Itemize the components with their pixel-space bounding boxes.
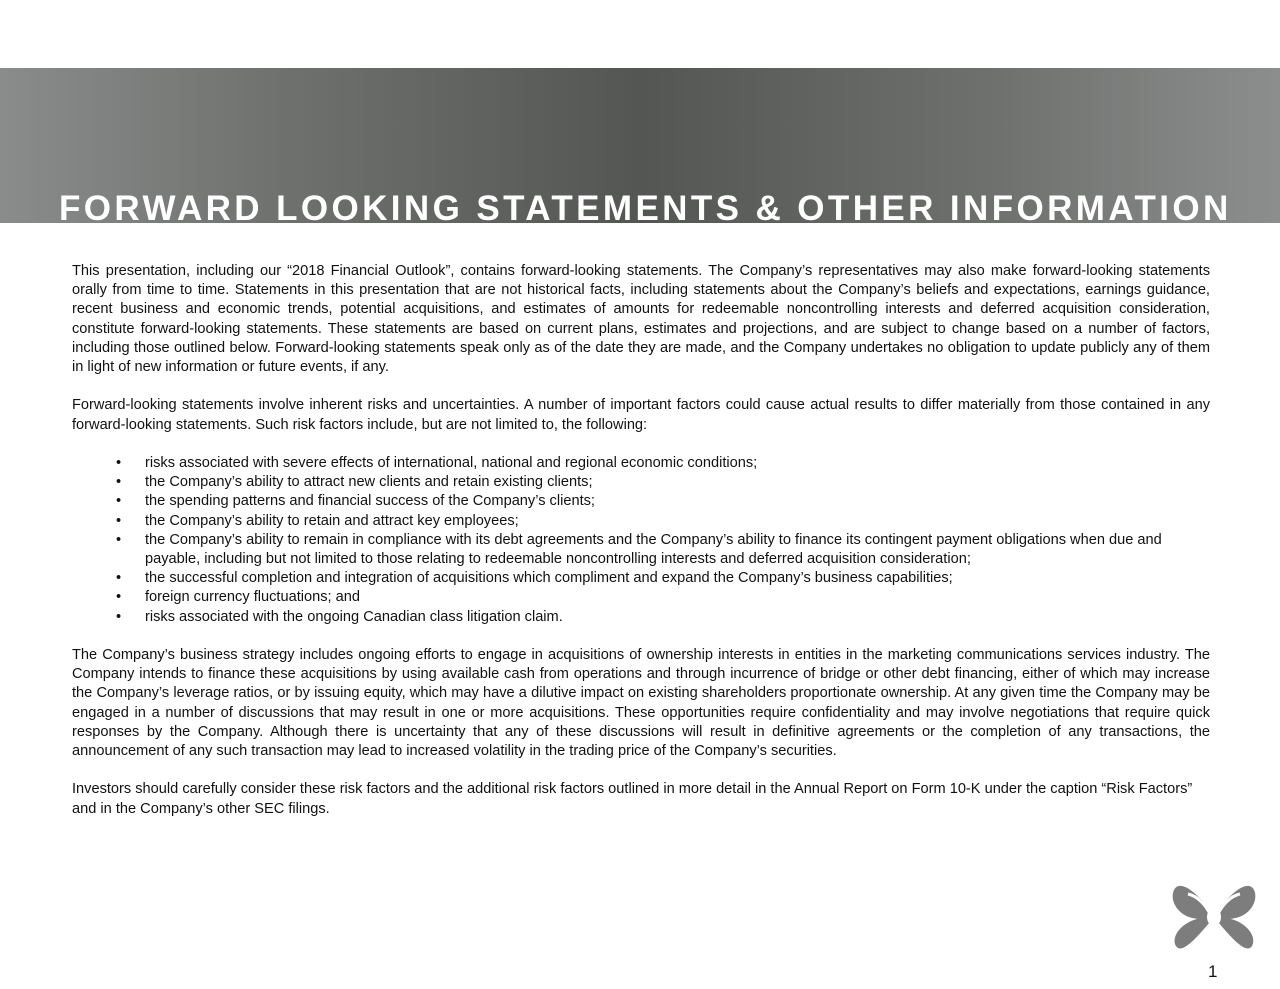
risk-factor-text: the Company’s ability to remain in compliance with its debt agreements and the Company’s ability to finance its contingent payment obligations when due and payable, including but not limited to those relating to redeemable noncontrolling interests and deferred acquisition consideration;: [145, 531, 1162, 568]
page-title: FORWARD LOOKING STATEMENTS & OTHER INFORMATION: [59, 189, 1232, 228]
document-body: [72, 262, 1210, 838]
risk-factor-text: risks associated with severe effects of international, national and regional economic conditions;: [145, 455, 758, 471]
risk-factor-text: risks associated with the ongoing Canadian class litigation claim.: [145, 608, 563, 625]
risk-factor-text: the Company’s ability to retain and attract key employees;: [145, 512, 519, 529]
risk-factor-list: [72, 454, 1210, 627]
business-strategy-paragraph: The Company’s business strategy includes ongoing efforts to engage in acquisitions of ownership interests in entities in the marketing communications services industry. The Company intends to finance these acquisitions by using available cash from operations and through incurrence of bridge or other debt financing, either of which may increase the Company’s leverage ratios, or by issuing equity, which may have a dilutive impact on existing shareholders proportionate ownership. At any given time the Company may be engaged in a number of discussions that may result in one or more acquisitions. These opportunities require confidentiality and may involve negotiations that require quick responses by the Company. Although there is uncertainty that any of these discussions will result in definitive agreements or the completion of any transactions, the announcement of any such transaction may lead to increased volatility in the trading price of the Company’s securities.: [72, 647, 1210, 760]
risk-factor-text: foreign currency fluctuations; and: [145, 589, 360, 606]
bullet-icon: •: [116, 474, 122, 491]
risk-factor-text: the successful completion and integration of acquisitions which compliment and expand the Company’s business capabilities;: [145, 570, 953, 587]
bullet-icon: •: [116, 531, 122, 548]
bullet-icon: •: [116, 455, 122, 471]
infinity-logo-icon: [1170, 876, 1258, 958]
risk-factor-item: [72, 608, 1210, 627]
bullet-icon: •: [116, 570, 122, 587]
bullet-icon: •: [116, 493, 122, 510]
risk-factor-text: the Company’s ability to attract new clients and retain existing clients;: [145, 474, 593, 491]
risk-factor-item: [72, 569, 1210, 588]
title-banner: [0, 68, 1280, 228]
risk-factor-item: [72, 492, 1210, 511]
risk-factor-item: [72, 473, 1210, 492]
risk-factor-item: [72, 588, 1210, 607]
intro-paragraph: This presentation, including our “2018 Financial Outlook”, contains forward-looking statements. The Company’s representatives may also make forward-looking statements orally from time to time. Statements in this presentation that are not historical facts, including statements about the Company’s beliefs and expectations, earnings guidance, recent business and economic trends, potential acquisitions, and estimates of amounts for redeemable noncontrolling interests and deferred acquisition consideration, constitute forward-looking statements. These statements are based on current plans, estimates and projections, and are subject to change based on a number of factors, including those outlined below. Forward-looking statements speak only as of the date they are made, and the Company undertakes no obligation to update publicly any of them in light of new information or future events, if any.: [72, 263, 1210, 376]
bullet-icon: •: [116, 512, 122, 529]
bullet-icon: •: [116, 589, 122, 606]
risk-factor-item: [72, 512, 1210, 531]
risk-factor-item: [72, 454, 1210, 473]
page-number: 1: [1208, 962, 1218, 981]
investor-note-paragraph: Investors should carefully consider these risk factors and the additional risk factors outlined in more detail in the Annual Report on Form 10-K under the caption “Risk Factors” and in the Company’s other SEC filings.: [72, 781, 1193, 817]
risk-intro-paragraph: Forward-looking statements involve inherent risks and uncertainties. A number of important factors could cause actual results to differ materially from those contained in any forward-looking statements. Such risk factors include, but are not limited to, the following:: [72, 397, 1210, 433]
bullet-icon: •: [116, 608, 122, 625]
risk-factor-text: the spending patterns and financial success of the Company’s clients;: [145, 493, 595, 510]
risk-factor-item: [72, 531, 1210, 569]
